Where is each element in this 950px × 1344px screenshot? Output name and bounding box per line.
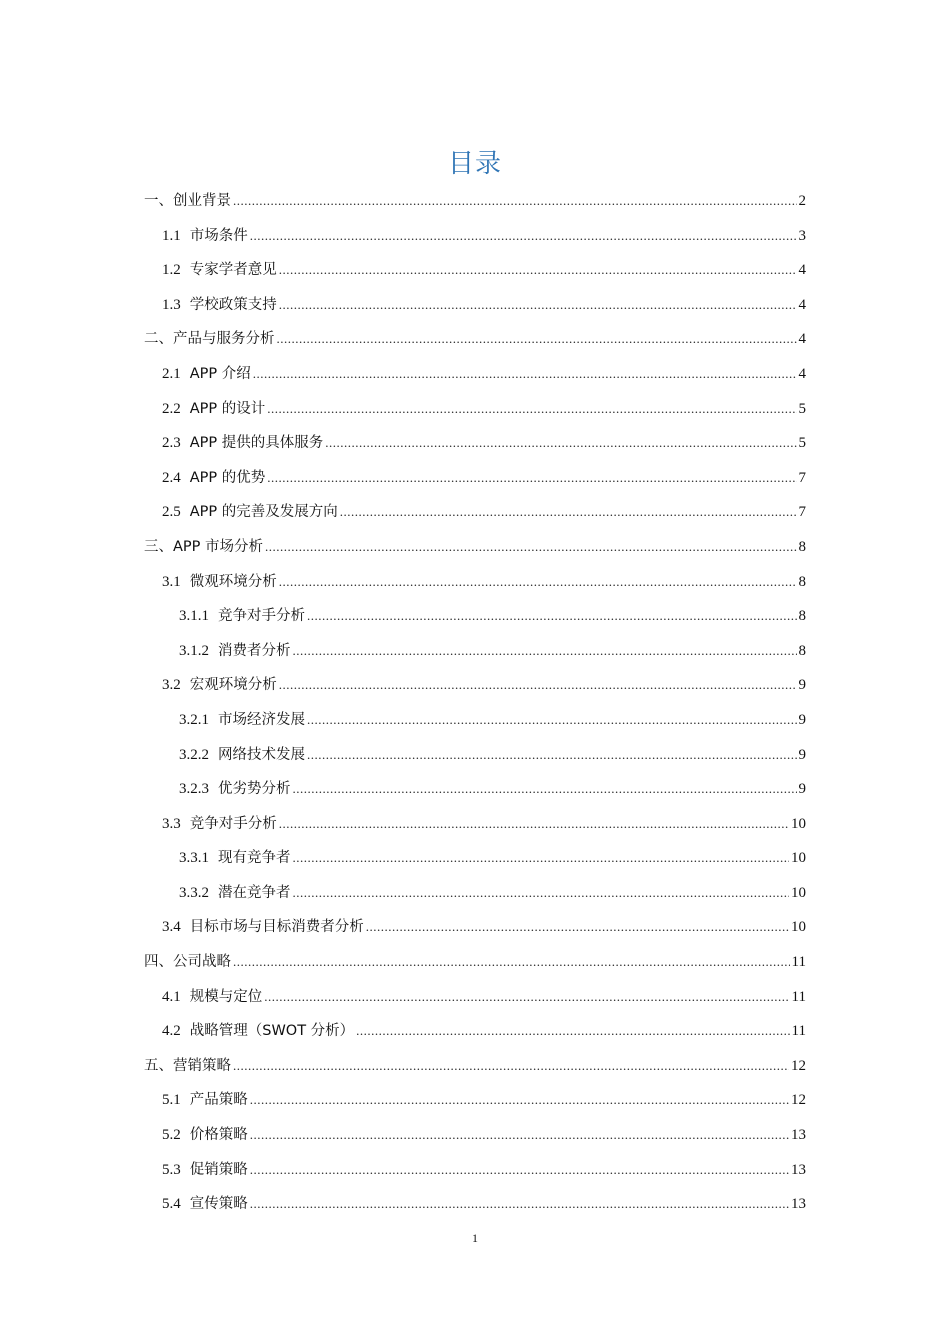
toc-entry-number: 3.1.1 <box>179 608 209 625</box>
toc-entry-label: 优劣势分析 <box>218 781 291 798</box>
toc-entry[interactable] <box>144 219 806 254</box>
toc-dot-leader <box>233 1049 789 1084</box>
toc-entry[interactable] <box>144 288 806 323</box>
toc-entry-number: 5.1 <box>162 1092 181 1109</box>
toc-entry-number: 3.1.2 <box>179 642 209 659</box>
toc-entry-label: 四、公司战略 <box>144 954 231 971</box>
toc-entry-label: 市场经济发展 <box>218 711 305 728</box>
toc-entry-number: 1.1 <box>162 227 181 244</box>
toc-dot-leader <box>250 1153 789 1188</box>
toc-entry[interactable] <box>144 1014 806 1049</box>
toc-entry[interactable] <box>144 945 806 980</box>
toc-entry[interactable] <box>144 357 806 392</box>
toc-entry-page: 9 <box>798 711 806 728</box>
toc-entry-number: 1.3 <box>162 296 181 313</box>
toc-entry-number: 1.2 <box>162 262 181 279</box>
toc-entry-number: 3.2.1 <box>179 711 209 728</box>
toc-entry[interactable] <box>144 599 806 634</box>
toc-entry[interactable] <box>144 530 806 565</box>
toc-entry[interactable] <box>144 461 806 496</box>
toc-entry[interactable] <box>144 772 806 807</box>
toc-dot-leader <box>307 738 797 773</box>
toc-entry-label: 网络技术发展 <box>218 746 305 763</box>
toc-entry-label: 竞争对手分析 <box>218 608 305 625</box>
toc-entry-page: 4 <box>798 262 806 279</box>
toc-entry-page: 8 <box>798 573 806 590</box>
toc-entry-number: 2.5 <box>162 504 181 521</box>
toc-entry-number: 5.4 <box>162 1196 181 1213</box>
toc-dot-leader <box>233 184 797 219</box>
toc-dot-leader <box>264 980 789 1015</box>
toc-entry[interactable] <box>144 184 806 219</box>
toc-entry[interactable] <box>144 1118 806 1153</box>
toc-entry-number: 3.2.3 <box>179 781 209 798</box>
toc-entry-page: 9 <box>798 677 806 694</box>
toc-dot-leader <box>293 634 797 669</box>
toc-dot-leader <box>293 772 797 807</box>
toc-entry-label: 宏观环境分析 <box>189 677 277 694</box>
toc-dot-leader <box>253 357 797 392</box>
toc-entry-number: 3.3.2 <box>179 884 209 901</box>
toc-entry-label: 消费者分析 <box>218 642 291 659</box>
toc-entry-number: 2.2 <box>162 400 181 417</box>
toc-entry-label: 二、产品与服务分析 <box>144 331 275 348</box>
toc-entry-page: 13 <box>791 1196 806 1213</box>
toc-dot-leader <box>250 1118 789 1153</box>
toc-entry[interactable] <box>144 1083 806 1118</box>
toc-entry-label: 微观环境分析 <box>189 573 277 590</box>
toc-entry-page: 8 <box>798 608 806 625</box>
toc-entry[interactable] <box>144 565 806 600</box>
toc-entry-number: 4.2 <box>162 1023 181 1040</box>
toc-entry-number: 2.1 <box>162 365 181 382</box>
toc-entry-page: 7 <box>798 469 806 486</box>
toc-entry-page: 4 <box>798 365 806 382</box>
toc-entry-page: 8 <box>798 538 806 555</box>
toc-entry-label: APP 介绍 <box>189 365 251 382</box>
toc-entry-number: 3.2.2 <box>179 746 209 763</box>
toc-entry-label: APP 的完善及发展方向 <box>189 504 338 521</box>
toc-list <box>144 184 806 1222</box>
toc-entry-number: 3.3 <box>162 815 181 832</box>
toc-entry[interactable] <box>144 322 806 357</box>
toc-entry-page: 12 <box>791 1057 806 1074</box>
toc-entry[interactable] <box>144 634 806 669</box>
toc-entry-label: 竞争对手分析 <box>189 815 277 832</box>
toc-entry-page: 4 <box>798 296 806 313</box>
toc-entry-label: 潜在竞争者 <box>218 884 291 901</box>
toc-dot-leader <box>293 841 790 876</box>
toc-entry-page: 9 <box>798 746 806 763</box>
toc-entry-number: 5.2 <box>162 1127 181 1144</box>
toc-entry[interactable] <box>144 1049 806 1084</box>
toc-dot-leader <box>233 945 790 980</box>
toc-entry-page: 5 <box>798 400 806 417</box>
toc-dot-leader <box>340 495 797 530</box>
toc-entry-page: 10 <box>791 815 806 832</box>
toc-dot-leader <box>366 910 789 945</box>
toc-entry-label: 五、营销策略 <box>144 1057 231 1074</box>
toc-entry-label: 规模与定位 <box>189 988 263 1005</box>
toc-entry-label: 专家学者意见 <box>189 262 277 279</box>
toc-entry[interactable] <box>144 253 806 288</box>
toc-entry-page: 11 <box>791 1023 806 1040</box>
toc-entry[interactable] <box>144 841 806 876</box>
toc-entry[interactable] <box>144 910 806 945</box>
toc-entry-label: 学校政策支持 <box>189 296 277 313</box>
toc-dot-leader <box>279 288 797 323</box>
toc-entry-page: 4 <box>798 331 806 348</box>
toc-entry-number: 3.2 <box>162 677 181 694</box>
toc-dot-leader <box>279 253 797 288</box>
toc-dot-leader <box>325 426 796 461</box>
toc-entry[interactable] <box>144 426 806 461</box>
toc-entry-label: 一、创业背景 <box>144 193 231 209</box>
toc-entry[interactable] <box>144 738 806 773</box>
toc-entry-label: 价格策略 <box>189 1127 248 1144</box>
toc-entry-number: 3.4 <box>162 919 181 936</box>
toc-entry-page: 5 <box>798 435 806 452</box>
toc-entry-page: 9 <box>798 781 806 798</box>
toc-entry-page: 11 <box>791 954 806 971</box>
toc-entry-page: 11 <box>791 988 806 1005</box>
toc-entry-label: APP 提供的具体服务 <box>189 435 324 452</box>
toc-dot-leader <box>293 876 790 911</box>
toc-entry[interactable] <box>144 495 806 530</box>
toc-entry[interactable] <box>144 668 806 703</box>
toc-dot-leader <box>265 530 796 565</box>
toc-dot-leader <box>307 703 797 738</box>
toc-entry[interactable] <box>144 392 806 427</box>
toc-dot-leader <box>279 565 797 600</box>
toc-entry-label: 三、APP 市场分析 <box>144 538 264 555</box>
toc-dot-leader <box>250 1187 789 1222</box>
toc-dot-leader <box>267 392 796 427</box>
toc-entry-page: 13 <box>791 1161 806 1178</box>
toc-entry-page: 10 <box>791 850 806 867</box>
toc-entry-label: APP 的设计 <box>189 400 266 417</box>
toc-dot-leader <box>267 461 796 496</box>
toc-entry-page: 2 <box>798 193 806 209</box>
toc-entry-label: 现有竞争者 <box>218 850 291 867</box>
toc-entry-label: 市场条件 <box>189 227 248 244</box>
toc-entry-page: 13 <box>791 1127 806 1144</box>
toc-dot-leader <box>279 668 797 703</box>
toc-entry[interactable] <box>144 807 806 842</box>
toc-entry-page: 8 <box>798 642 806 659</box>
toc-entry-label: 宣传策略 <box>189 1196 248 1213</box>
toc-entry-page: 10 <box>791 919 806 936</box>
toc-entry[interactable] <box>144 703 806 738</box>
toc-entry-number: 3.1 <box>162 573 181 590</box>
toc-dot-leader <box>250 219 797 254</box>
toc-entry-label: 目标市场与目标消费者分析 <box>189 919 364 936</box>
toc-entry-number: 2.4 <box>162 469 181 486</box>
toc-entry-number: 4.1 <box>162 988 181 1005</box>
toc-entry-label: APP 的优势 <box>189 469 266 486</box>
toc-dot-leader <box>279 807 789 842</box>
toc-entry-label: 产品策略 <box>189 1092 248 1109</box>
toc-entry-label: 促销策略 <box>189 1161 248 1178</box>
toc-entry-page: 7 <box>798 504 806 521</box>
toc-dot-leader <box>277 322 797 357</box>
toc-entry[interactable] <box>144 876 806 911</box>
toc-entry-number: 2.3 <box>162 435 181 452</box>
toc-entry[interactable] <box>144 1187 806 1222</box>
toc-entry-page: 3 <box>798 227 806 244</box>
toc-entry-number: 5.3 <box>162 1161 181 1178</box>
toc-entry-page: 10 <box>791 884 806 901</box>
toc-dot-leader <box>307 599 797 634</box>
toc-entry-label: 战略管理（SWOT 分析） <box>189 1023 355 1040</box>
page-number: 1 <box>472 1231 478 1245</box>
toc-entry-page: 12 <box>791 1092 806 1109</box>
toc-entry-number: 3.3.1 <box>179 850 209 867</box>
toc-dot-leader <box>356 1014 789 1049</box>
toc-dot-leader <box>250 1083 789 1118</box>
toc-title: 目录 <box>447 149 502 179</box>
toc-entry[interactable] <box>144 980 806 1015</box>
toc-entry[interactable] <box>144 1153 806 1188</box>
